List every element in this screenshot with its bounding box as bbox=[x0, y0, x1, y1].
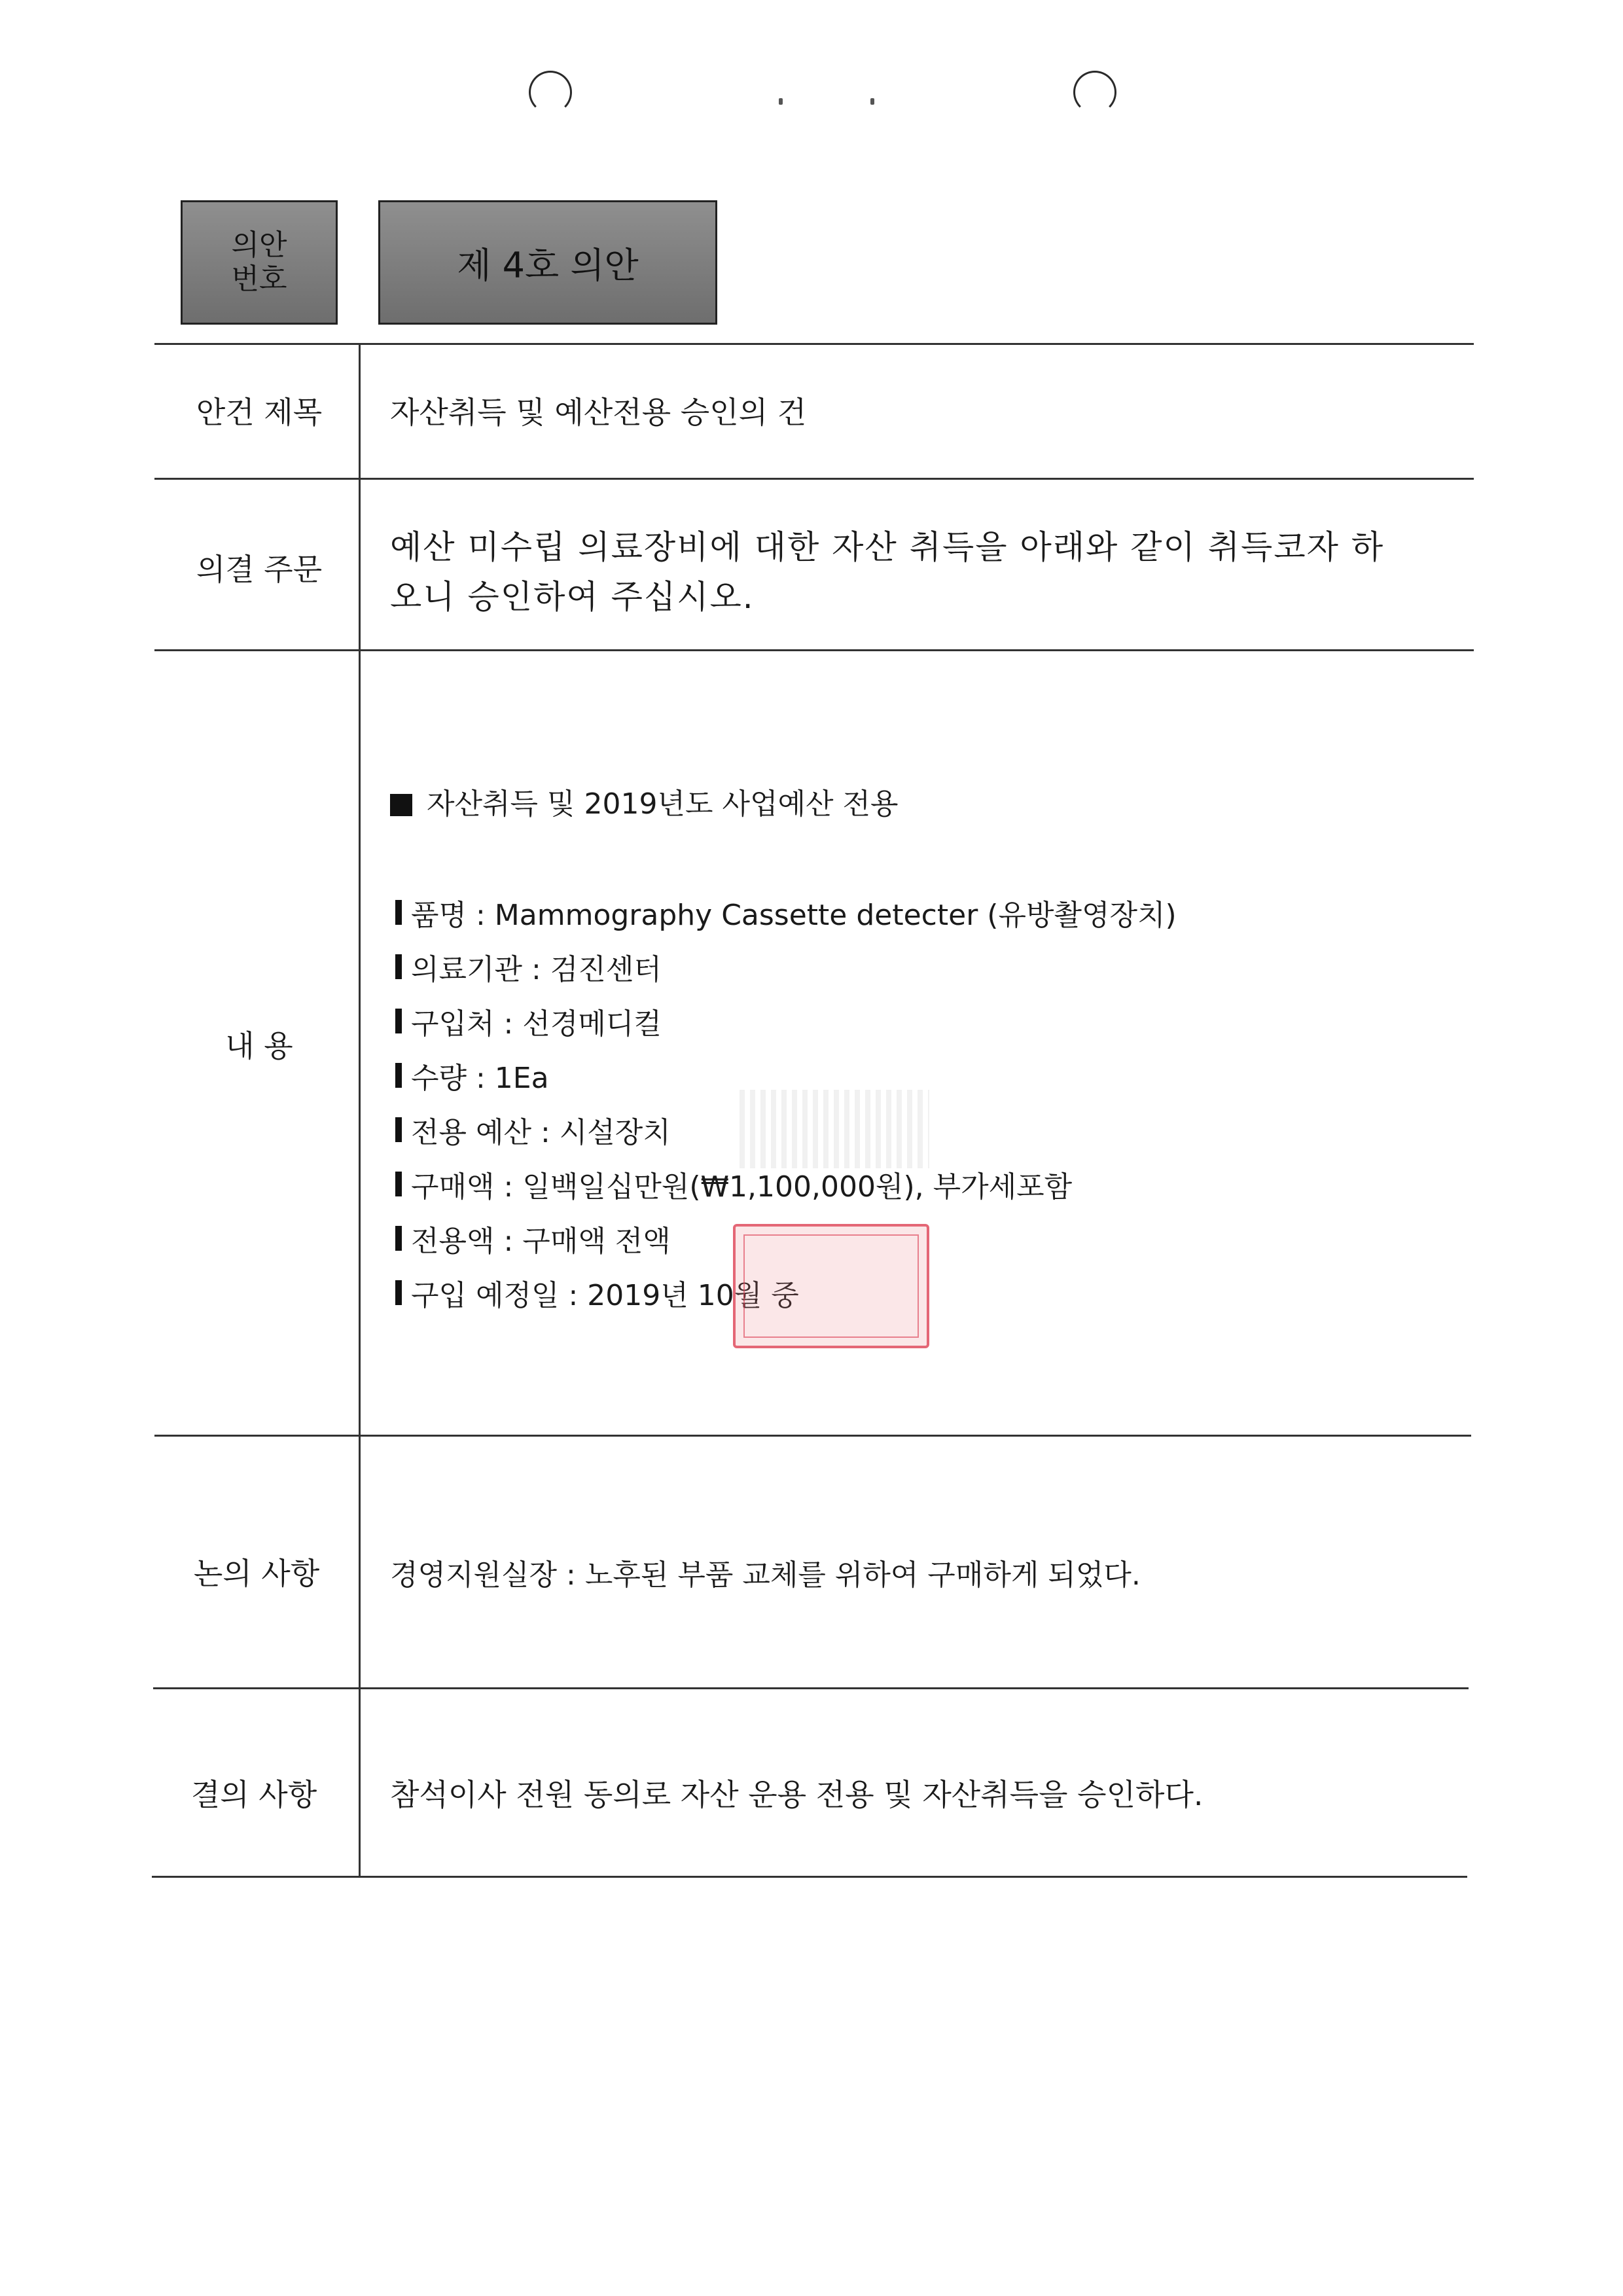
bar-bullet-icon bbox=[395, 1280, 402, 1305]
faint-seal-impression bbox=[740, 1090, 929, 1168]
scan-speck bbox=[779, 98, 783, 105]
table-top-rule bbox=[154, 343, 1474, 345]
resolution-label: 의결 주문 bbox=[196, 552, 323, 587]
punch-hole-right bbox=[1073, 71, 1116, 114]
row-divider bbox=[154, 478, 1474, 480]
item-transfer-amount: 전용액 : 구매액 전액 bbox=[411, 1224, 671, 1258]
red-seal-stamp bbox=[733, 1224, 929, 1348]
seal-inner-border bbox=[743, 1234, 919, 1338]
bar-bullet-icon bbox=[395, 900, 402, 925]
bar-bullet-icon bbox=[395, 1226, 402, 1251]
punch-hole-left bbox=[529, 71, 572, 114]
resolution-text-line2: 오니 승인하여 주십시오. bbox=[390, 578, 755, 616]
item-amount: 구매액 : 일백일십만원(₩1,100,000원), 부가세포함 bbox=[411, 1170, 1073, 1204]
title-label: 안건 제목 bbox=[196, 395, 323, 430]
decision-text: 참석이사 전원 동의로 자산 운용 전용 및 자산취득을 승인하다. bbox=[390, 1777, 1204, 1812]
discussion-label: 논의 사항 bbox=[193, 1556, 320, 1591]
row-divider bbox=[154, 649, 1474, 651]
bar-bullet-icon bbox=[395, 1117, 402, 1142]
agenda-number-label-line1: 의안 bbox=[231, 228, 287, 262]
bar-bullet-icon bbox=[395, 1172, 402, 1196]
list-item bbox=[395, 939, 1177, 994]
column-divider bbox=[359, 343, 361, 1877]
item-product: 품명 : Mammography Cassette detecter (유방촬영장치) bbox=[411, 898, 1177, 932]
agenda-number-value: 제 4호 의안 bbox=[378, 200, 717, 325]
bar-bullet-icon bbox=[395, 954, 402, 979]
list-item bbox=[395, 994, 1177, 1048]
list-item bbox=[395, 885, 1177, 939]
resolution-text-line1: 예산 미수립 의료장비에 대한 자산 취득을 아래와 같이 취득코자 하 bbox=[390, 528, 1385, 566]
item-purchase-date: 구입 예정일 : 2019년 10월 중 bbox=[411, 1278, 799, 1312]
content-heading-text: 자산취득 및 2019년도 사업예산 전용 bbox=[427, 787, 899, 821]
decision-label: 결의 사항 bbox=[190, 1777, 317, 1812]
item-budget: 전용 예산 : 시설장치 bbox=[411, 1115, 671, 1149]
item-institution: 의료기관 : 검진센터 bbox=[411, 952, 662, 986]
content-heading bbox=[390, 780, 898, 822]
item-vendor: 구입처 : 선경메디컬 bbox=[411, 1007, 662, 1041]
scan-speck bbox=[870, 98, 874, 105]
bar-bullet-icon bbox=[395, 1009, 402, 1033]
discussion-text: 경영지원실장 : 노후된 부품 교체를 위하여 구매하게 되었다. bbox=[390, 1558, 1141, 1592]
agenda-number-label-line2: 번호 bbox=[231, 262, 287, 296]
item-quantity: 수량 : 1Ea bbox=[411, 1061, 549, 1095]
title-text: 자산취득 및 예산전용 승인의 건 bbox=[390, 395, 807, 430]
agenda-number-label bbox=[181, 200, 338, 325]
row-divider bbox=[153, 1687, 1469, 1689]
row-divider bbox=[154, 1435, 1471, 1437]
square-bullet-icon bbox=[390, 794, 412, 816]
bar-bullet-icon bbox=[395, 1063, 402, 1088]
table-bottom-rule bbox=[152, 1876, 1467, 1878]
content-label: 내 용 bbox=[225, 1028, 293, 1064]
